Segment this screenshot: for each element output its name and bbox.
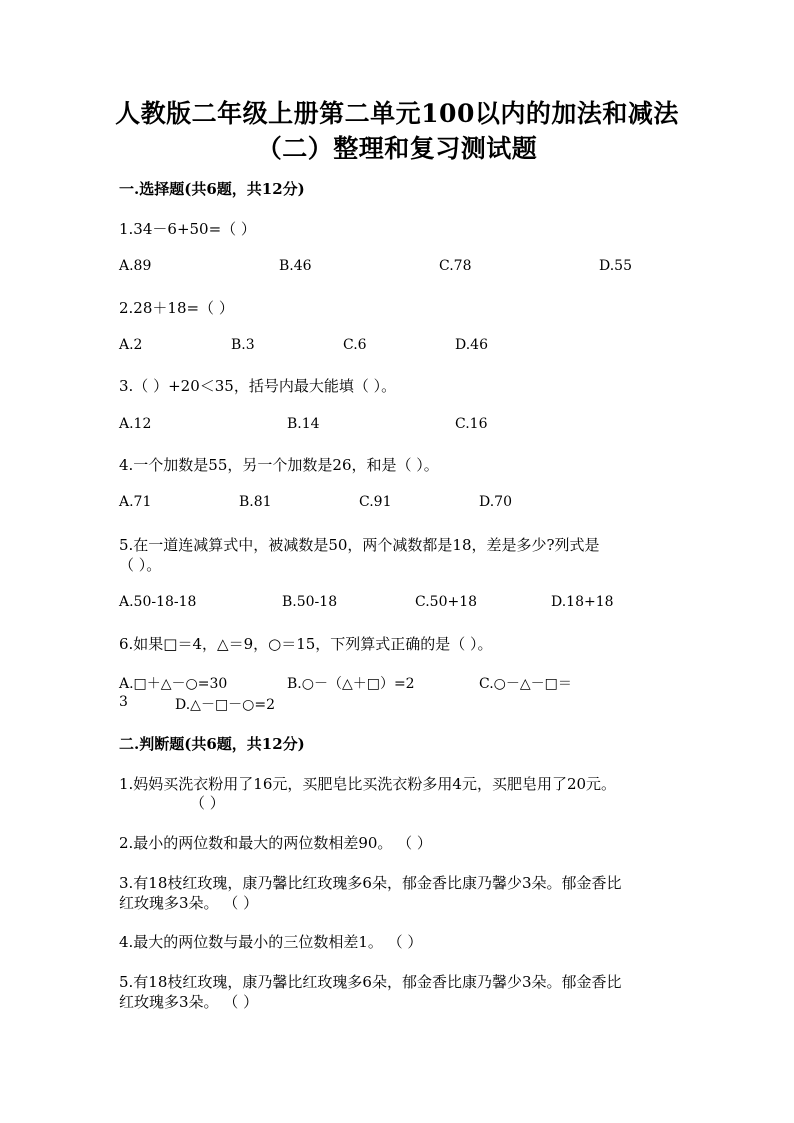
q6-option-b: B.○－（△＋□）=2 <box>287 676 415 692</box>
q5-option-b: B.50-18 <box>282 594 338 610</box>
q3-option-a: A.12 <box>119 416 152 432</box>
section1-heading: 一.选择题(共6题，共12分) <box>119 180 305 198</box>
q2-option-d: D.46 <box>455 337 488 353</box>
q5-option-c: C.50+18 <box>415 594 478 610</box>
q6-option-d: D.△－□－○=2 <box>175 697 276 713</box>
question-5-line2: （ ）。 <box>119 556 162 574</box>
question-1: 1.34－6+50=（ ） <box>119 220 256 238</box>
q6-option-c-continued: 3 <box>119 694 128 710</box>
q2-option-a: A.2 <box>119 337 143 353</box>
judge-question-3-line2: 红玫瑰多3朵。 （ ） <box>119 894 259 912</box>
section2-heading: 二.判断题(共6题，共12分) <box>119 735 305 753</box>
question-3: 3.（ ）+20＜35，括号内最大能填（ ）。 <box>119 377 397 395</box>
q2-option-b: B.3 <box>231 337 255 353</box>
judge-question-1-line2: （ ） <box>190 794 225 812</box>
q6-option-a: A.□＋△－○=30 <box>119 676 228 692</box>
q2-option-c: C.6 <box>343 337 367 353</box>
q3-option-c: C.16 <box>455 416 488 432</box>
question-6: 6.如果□＝4，△＝9，○＝15，下列算式正确的是（ ）。 <box>119 635 493 653</box>
q3-option-b: B.14 <box>287 416 320 432</box>
q6-option-c: C.○－△－□＝ <box>479 676 572 692</box>
question-2: 2.28＋18=（ ） <box>119 299 234 317</box>
judge-question-5-line2: 红玫瑰多3朵。 （ ） <box>119 993 259 1011</box>
q5-option-d: D.18+18 <box>551 594 614 610</box>
q1-option-a: A.89 <box>119 258 152 274</box>
judge-question-4: 4.最大的两位数与最小的三位数相差1。 （ ） <box>119 933 423 951</box>
q1-option-c: C.78 <box>439 258 472 274</box>
q5-option-a: A.50-18-18 <box>119 594 197 610</box>
q4-option-c: C.91 <box>359 494 392 510</box>
page-title-line2: （二）整理和复习测试题 <box>256 134 538 163</box>
judge-question-1-line1: 1.妈妈买洗衣粉用了16元，买肥皂比买洗衣粉多用4元，买肥皂用了20元。 <box>119 775 617 793</box>
judge-question-2: 2.最小的两位数和最大的两位数相差90。 （ ） <box>119 834 432 852</box>
judge-question-5-line1: 5.有18枝红玫瑰，康乃馨比红玫瑰多6朵，郁金香比康乃馨少3朵。郁金香比 <box>119 973 622 991</box>
q4-option-d: D.70 <box>479 494 512 510</box>
question-4: 4.一个加数是55，另一个加数是26，和是（ ）。 <box>119 456 439 474</box>
judge-question-3-line1: 3.有18枝红玫瑰，康乃馨比红玫瑰多6朵，郁金香比康乃馨少3朵。郁金香比 <box>119 874 622 892</box>
q4-option-a: A.71 <box>119 494 152 510</box>
q4-option-b: B.81 <box>239 494 272 510</box>
q1-option-d: D.55 <box>599 258 632 274</box>
page-title-line1: 人教版二年级上册第二单元100以内的加法和减法 <box>115 99 679 128</box>
q1-option-b: B.46 <box>279 258 312 274</box>
question-5-line1: 5.在一道连减算式中，被减数是50，两个减数都是18，差是多少?列式是 <box>119 536 600 554</box>
